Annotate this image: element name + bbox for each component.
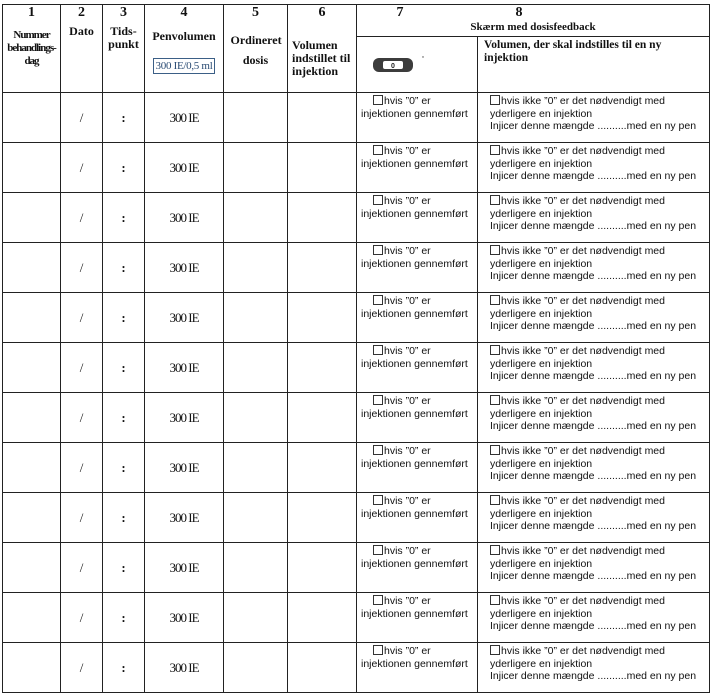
- day-number-cell[interactable]: [3, 643, 61, 693]
- col7-number: 7: [396, 5, 404, 20]
- set-volume-cell[interactable]: [288, 493, 357, 543]
- pen-volume-value: 300 IE: [169, 159, 199, 175]
- set-volume-cell[interactable]: [288, 143, 357, 193]
- table-row: [3, 443, 710, 493]
- dose-nonzero-cell: [478, 543, 710, 593]
- time-cell[interactable]: [103, 343, 145, 393]
- day-number-cell[interactable]: [3, 493, 61, 543]
- nonzero-line1: hvis ikke ”0” er det nødvendigt med: [501, 645, 665, 657]
- prescribed-dose-cell[interactable]: [224, 293, 288, 343]
- pen-volume-value: 300 IE: [169, 209, 199, 225]
- dose-nonzero-cell: [478, 643, 710, 693]
- nonzero-line3: Injicer denne mængde ..........med en ny pen: [490, 570, 697, 582]
- col2-label: Dato: [69, 24, 94, 38]
- time-separator: :: [121, 609, 126, 625]
- prescribed-dose-cell[interactable]: [224, 643, 288, 693]
- dose-log-table: [2, 4, 710, 693]
- date-separator: /: [79, 509, 84, 525]
- nonzero-checkbox[interactable]: [490, 145, 500, 155]
- col6-label: Volumen indstillet til injektion: [292, 37, 351, 78]
- col1-header: [3, 5, 61, 93]
- day-number-cell[interactable]: [3, 443, 61, 493]
- table-row: [3, 393, 710, 443]
- dose-zero-cell: [357, 493, 478, 543]
- nonzero-line2: yderligere en injektion: [490, 557, 593, 570]
- nonzero-line3: Injicer denne mængde ..........med en ny pen: [490, 170, 697, 182]
- date-separator: /: [79, 409, 84, 425]
- pen-volume-value: 300 IE: [169, 309, 199, 325]
- zero-line1: hvis ”0” er: [384, 595, 431, 607]
- dose-zero-cell: [357, 393, 478, 443]
- set-volume-cell[interactable]: [288, 643, 357, 693]
- prescribed-dose-cell[interactable]: [224, 143, 288, 193]
- nonzero-line3: Injicer denne mængde ..........med en ny pen: [490, 370, 697, 382]
- day-number-cell[interactable]: [3, 343, 61, 393]
- nonzero-line3: Injicer denne mængde ..........med en ny pen: [490, 120, 697, 132]
- time-separator: :: [121, 259, 126, 275]
- nonzero-checkbox[interactable]: [490, 95, 500, 105]
- pen-volume-value: 300 IE: [169, 459, 199, 475]
- nonzero-line2: yderligere en injektion: [490, 657, 593, 670]
- pen-display-value: 0: [391, 63, 395, 70]
- day-number-cell[interactable]: [3, 93, 61, 143]
- nonzero-line3: Injicer denne mængde ..........med en ny pen: [490, 220, 697, 232]
- time-cell[interactable]: [103, 243, 145, 293]
- zero-line1: hvis ”0” er: [384, 395, 431, 407]
- pen-volume-cell: [145, 93, 224, 143]
- time-separator: :: [121, 159, 126, 175]
- zero-checkbox[interactable]: [373, 495, 383, 505]
- date-cell[interactable]: [61, 643, 103, 693]
- dose-zero-cell: [357, 343, 478, 393]
- pen-volume-cell: [145, 393, 224, 443]
- nonzero-checkbox[interactable]: [490, 195, 500, 205]
- zero-line2: injektionen gennemført: [361, 407, 468, 420]
- pen-volume-value: 300 IE: [169, 659, 199, 675]
- date-separator: /: [79, 609, 84, 625]
- col6-header: [288, 37, 357, 93]
- date-cell[interactable]: [61, 343, 103, 393]
- time-cell[interactable]: [103, 593, 145, 643]
- dose-zero-cell: [357, 293, 478, 343]
- nonzero-line1: hvis ikke ”0” er det nødvendigt med: [501, 595, 665, 607]
- nonzero-line1: hvis ikke ”0” er det nødvendigt med: [501, 195, 665, 207]
- nonzero-line1: hvis ikke ”0” er det nødvendigt med: [501, 295, 665, 307]
- day-number-cell[interactable]: [3, 293, 61, 343]
- dose-nonzero-cell: [478, 493, 710, 543]
- zero-line1: hvis ”0” er: [384, 545, 431, 557]
- time-cell[interactable]: [103, 643, 145, 693]
- zero-checkbox[interactable]: [373, 445, 383, 455]
- day-number-cell[interactable]: [3, 393, 61, 443]
- zero-line1: hvis ”0” er: [384, 245, 431, 257]
- pen-volume-cell: [145, 343, 224, 393]
- time-separator: :: [121, 459, 126, 475]
- col8-number: 8: [515, 5, 523, 20]
- set-volume-cell[interactable]: [288, 293, 357, 343]
- col6-number-cell: [288, 5, 357, 37]
- time-cell[interactable]: [103, 543, 145, 593]
- date-separator: /: [79, 209, 84, 225]
- nonzero-line3: Injicer denne mængde ..........med en ny pen: [490, 420, 697, 432]
- prescribed-dose-cell[interactable]: [224, 93, 288, 143]
- time-cell[interactable]: [103, 93, 145, 143]
- nonzero-line1: hvis ikke ”0” er det nødvendigt med: [501, 445, 665, 457]
- zero-line1: hvis ”0” er: [384, 345, 431, 357]
- dose-zero-cell: [357, 143, 478, 193]
- zero-line2: injektionen gennemført: [361, 457, 468, 470]
- col8-label: Volumen, der skal indstilles til en ny injektion: [484, 39, 662, 64]
- time-cell[interactable]: [103, 143, 145, 193]
- date-separator: /: [79, 109, 84, 125]
- zero-checkbox[interactable]: [373, 295, 383, 305]
- date-cell[interactable]: [61, 143, 103, 193]
- date-separator: /: [79, 309, 84, 325]
- pen-volume-value: 300 IE: [169, 109, 199, 125]
- time-separator: :: [121, 109, 126, 125]
- nonzero-line2: yderligere en injektion: [490, 107, 593, 120]
- nonzero-checkbox[interactable]: [490, 245, 500, 255]
- nonzero-line2: yderligere en injektion: [490, 257, 593, 270]
- pen-volume-cell: [145, 243, 224, 293]
- table-row: [3, 143, 710, 193]
- prescribed-dose-cell[interactable]: [224, 443, 288, 493]
- set-volume-cell[interactable]: [288, 443, 357, 493]
- prescribed-dose-cell[interactable]: [224, 393, 288, 443]
- col3-number: 3: [120, 5, 127, 20]
- col5-header: [224, 5, 288, 93]
- pen-volume-cell: [145, 493, 224, 543]
- set-volume-cell[interactable]: [288, 593, 357, 643]
- zero-line1: hvis ”0” er: [384, 295, 431, 307]
- nonzero-line1: hvis ikke ”0” er det nødvendigt med: [501, 345, 665, 357]
- dose-nonzero-cell: [478, 593, 710, 643]
- zero-line2: injektionen gennemført: [361, 507, 468, 520]
- dose-zero-cell: [357, 93, 478, 143]
- nonzero-line3: Injicer denne mængde ..........med en ny pen: [490, 470, 697, 482]
- time-separator: :: [121, 409, 126, 425]
- pen-volume-cell: [145, 543, 224, 593]
- col4-number: 4: [180, 5, 188, 20]
- pen-display-icon: [357, 37, 477, 87]
- nonzero-line1: hvis ikke ”0” er det nødvendigt med: [501, 545, 665, 557]
- zero-line2: injektionen gennemført: [361, 607, 468, 620]
- nonzero-checkbox[interactable]: [490, 645, 500, 655]
- nonzero-line1: hvis ikke ”0” er det nødvendigt med: [501, 495, 665, 507]
- nonzero-checkbox[interactable]: [490, 445, 500, 455]
- dose-nonzero-cell: [478, 393, 710, 443]
- dose-zero-cell: [357, 543, 478, 593]
- day-number-cell[interactable]: [3, 593, 61, 643]
- zero-checkbox[interactable]: [373, 95, 383, 105]
- table-row: [3, 343, 710, 393]
- time-cell[interactable]: [103, 293, 145, 343]
- pen-volume-value: 300 IE: [169, 609, 199, 625]
- nonzero-checkbox[interactable]: [490, 545, 500, 555]
- table-row: [3, 543, 710, 593]
- col3-header: [103, 5, 145, 93]
- table-row: [3, 193, 710, 243]
- time-separator: :: [121, 309, 126, 325]
- pen-volume-value: 300 IE: [169, 359, 199, 375]
- nonzero-checkbox[interactable]: [490, 295, 500, 305]
- table-row: [3, 293, 710, 343]
- dose-zero-cell: [357, 443, 478, 493]
- prescribed-dose-cell[interactable]: [224, 343, 288, 393]
- zero-line2: injektionen gennemført: [361, 307, 468, 320]
- pen-volume-cell: [145, 593, 224, 643]
- set-volume-cell[interactable]: [288, 93, 357, 143]
- nonzero-checkbox[interactable]: [490, 345, 500, 355]
- time-cell[interactable]: [103, 493, 145, 543]
- zero-line2: injektionen gennemført: [361, 157, 468, 170]
- nonzero-line2: yderligere en injektion: [490, 507, 593, 520]
- pen-volume-cell: [145, 193, 224, 243]
- zero-checkbox[interactable]: [373, 145, 383, 155]
- col2-header: [61, 5, 103, 93]
- pen-volume-value: 300 IE: [169, 509, 199, 525]
- zero-line2: injektionen gennemført: [361, 357, 468, 370]
- dose-zero-cell: [357, 643, 478, 693]
- time-separator: :: [121, 559, 126, 575]
- nonzero-line2: yderligere en injektion: [490, 357, 593, 370]
- prescribed-dose-cell[interactable]: [224, 193, 288, 243]
- table-row: [3, 93, 710, 143]
- date-separator: /: [79, 459, 84, 475]
- dose-nonzero-cell: [478, 193, 710, 243]
- zero-line1: hvis ”0” er: [384, 445, 431, 457]
- time-separator: :: [121, 659, 126, 675]
- prescribed-dose-cell[interactable]: [224, 593, 288, 643]
- zero-line1: hvis ”0” er: [384, 95, 431, 107]
- dose-nonzero-cell: [478, 293, 710, 343]
- pen-volume-cell: [145, 293, 224, 343]
- nonzero-line1: hvis ikke ”0” er det nødvendigt med: [501, 145, 665, 157]
- zero-line1: hvis ”0” er: [384, 645, 431, 657]
- dose-zero-cell: [357, 593, 478, 643]
- table-row: [3, 593, 710, 643]
- prescribed-dose-cell[interactable]: [224, 543, 288, 593]
- pen-volume-value: 300 IE: [169, 559, 199, 575]
- set-volume-cell[interactable]: [288, 243, 357, 293]
- date-cell[interactable]: [61, 543, 103, 593]
- dose-nonzero-cell: [478, 143, 710, 193]
- table-row: [3, 493, 710, 543]
- nonzero-line2: yderligere en injektion: [490, 407, 593, 420]
- table-row: [3, 643, 710, 693]
- set-volume-cell[interactable]: [288, 543, 357, 593]
- pen-volume-value: 300 IE: [169, 259, 199, 275]
- nonzero-line3: Injicer denne mængde ..........med en ny pen: [490, 320, 697, 332]
- col5-label: Ordineret dosis: [230, 33, 282, 67]
- zero-line1: hvis ”0” er: [384, 195, 431, 207]
- table-row: [3, 243, 710, 293]
- zero-checkbox[interactable]: [373, 395, 383, 405]
- col8-header: [478, 37, 710, 93]
- date-cell[interactable]: [61, 243, 103, 293]
- date-separator: /: [79, 259, 84, 275]
- zero-line2: injektionen gennemført: [361, 207, 468, 220]
- col6-number: 6: [318, 5, 326, 20]
- zero-line2: injektionen gennemført: [361, 257, 468, 270]
- pen-volume-value: 300 IE: [169, 409, 199, 425]
- date-separator: /: [79, 559, 84, 575]
- nonzero-checkbox[interactable]: [490, 595, 500, 605]
- nonzero-line1: hvis ikke ”0” er det nødvendigt med: [501, 95, 665, 107]
- zero-checkbox[interactable]: [373, 195, 383, 205]
- date-separator: /: [79, 659, 84, 675]
- nonzero-line1: hvis ikke ”0” er det nødvendigt med: [501, 245, 665, 257]
- time-cell[interactable]: [103, 193, 145, 243]
- dose-zero-cell: [357, 243, 478, 293]
- dose-nonzero-cell: [478, 243, 710, 293]
- col5-number: 5: [252, 5, 259, 20]
- nonzero-line2: yderligere en injektion: [490, 457, 593, 470]
- day-number-cell[interactable]: [3, 193, 61, 243]
- time-separator: :: [121, 209, 126, 225]
- nonzero-line2: yderligere en injektion: [490, 157, 593, 170]
- nonzero-line3: Injicer denne mængde ..........med en ny pen: [490, 670, 697, 682]
- date-cell[interactable]: [61, 393, 103, 443]
- nonzero-checkbox[interactable]: [490, 495, 500, 505]
- date-cell[interactable]: [61, 593, 103, 643]
- nonzero-line2: yderligere en injektion: [490, 607, 593, 620]
- nonzero-checkbox[interactable]: [490, 395, 500, 405]
- zero-checkbox[interactable]: [373, 645, 383, 655]
- col1-number: 1: [28, 5, 35, 20]
- set-volume-cell[interactable]: [288, 193, 357, 243]
- time-cell[interactable]: [103, 443, 145, 493]
- date-cell[interactable]: [61, 193, 103, 243]
- screen-group-title: Skærm med dosisfeedback: [470, 21, 596, 33]
- prescribed-dose-cell[interactable]: [224, 493, 288, 543]
- date-cell[interactable]: [61, 443, 103, 493]
- col3-label: Tids-punkt: [108, 24, 139, 51]
- dose-nonzero-cell: [478, 343, 710, 393]
- zero-checkbox[interactable]: [373, 595, 383, 605]
- zero-line1: hvis ”0” er: [384, 495, 431, 507]
- prescribed-dose-cell[interactable]: [224, 243, 288, 293]
- nonzero-line1: hvis ikke ”0” er det nødvendigt med: [501, 395, 665, 407]
- zero-line2: injektionen gennemført: [361, 657, 468, 670]
- dose-nonzero-cell: [478, 93, 710, 143]
- col4-label: Penvolumen: [152, 29, 216, 43]
- nonzero-line2: yderligere en injektion: [490, 207, 593, 220]
- pen-volume-cell: [145, 643, 224, 693]
- date-separator: /: [79, 359, 84, 375]
- nonzero-line3: Injicer denne mængde ..........med en ny pen: [490, 620, 697, 632]
- zero-checkbox[interactable]: [373, 345, 383, 355]
- col4-header: [145, 5, 224, 93]
- date-cell[interactable]: [61, 93, 103, 143]
- zero-line2: injektionen gennemført: [361, 107, 468, 120]
- set-volume-cell[interactable]: [288, 343, 357, 393]
- day-number-cell[interactable]: [3, 543, 61, 593]
- nonzero-line3: Injicer denne mængde ..........med en ny pen: [490, 520, 697, 532]
- dose-zero-cell: [357, 193, 478, 243]
- nonzero-line3: Injicer denne mængde ..........med en ny pen: [490, 270, 697, 282]
- nonzero-line2: yderligere en injektion: [490, 307, 593, 320]
- zero-checkbox[interactable]: [373, 545, 383, 555]
- pen-display-cell: [357, 37, 478, 93]
- zero-line2: injektionen gennemført: [361, 557, 468, 570]
- time-separator: :: [121, 359, 126, 375]
- time-cell[interactable]: [103, 393, 145, 443]
- zero-checkbox[interactable]: [373, 245, 383, 255]
- set-volume-cell[interactable]: [288, 393, 357, 443]
- screen-group-header: [357, 5, 710, 37]
- day-number-cell[interactable]: [3, 143, 61, 193]
- date-separator: /: [79, 159, 84, 175]
- day-number-cell[interactable]: [3, 243, 61, 293]
- col2-number: 2: [78, 5, 85, 20]
- date-cell[interactable]: [61, 293, 103, 343]
- zero-line1: hvis ”0” er: [384, 145, 431, 157]
- date-cell[interactable]: [61, 493, 103, 543]
- pen-volume-cell: [145, 143, 224, 193]
- pen-volume-cell: [145, 443, 224, 493]
- pen-volume-box: 300 IE/0,5 ml: [153, 58, 216, 74]
- col1-label: Nummer behandlings-dag: [7, 29, 56, 67]
- dose-nonzero-cell: [478, 443, 710, 493]
- time-separator: :: [121, 509, 126, 525]
